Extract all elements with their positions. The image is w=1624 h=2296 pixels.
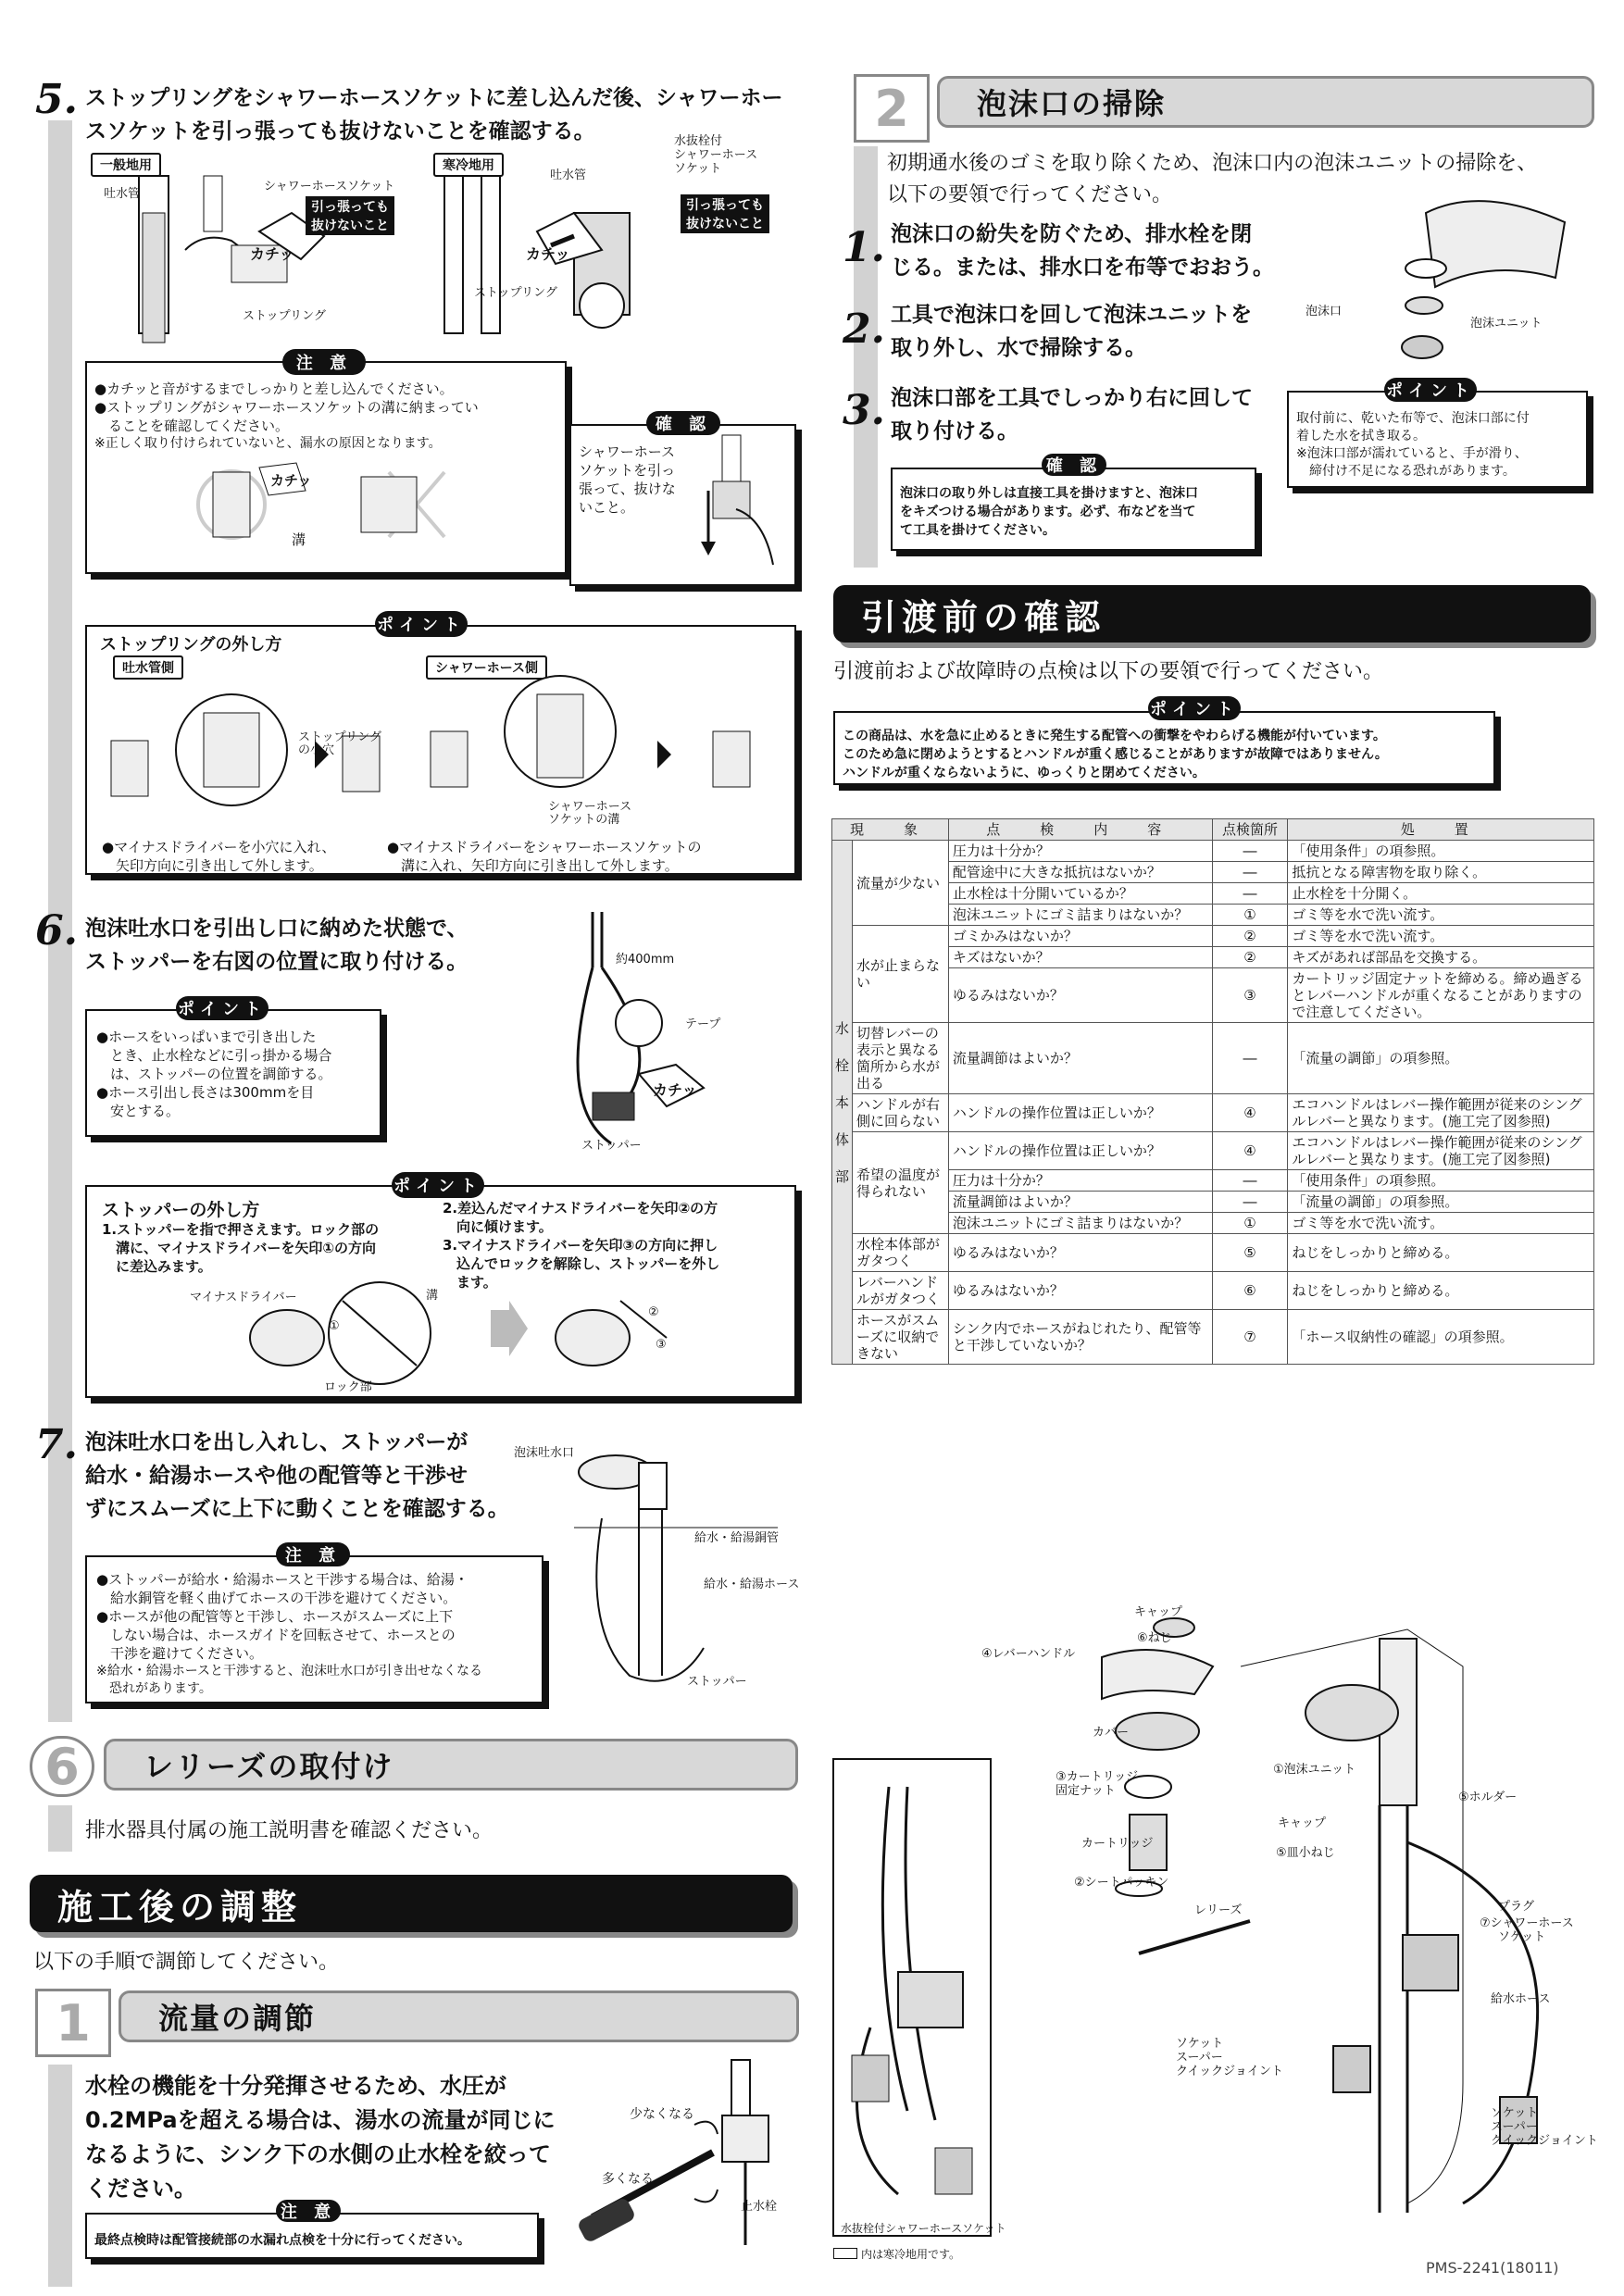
label-stopring-2: ストップリング <box>474 286 557 300</box>
confirm-illustration <box>699 435 792 574</box>
table-check: 圧力は十分か？ <box>948 1170 1212 1192</box>
table-row <box>832 1310 1594 1365</box>
table-row <box>832 1234 1594 1272</box>
confirm-title-sec2: 確 認 <box>1042 454 1106 476</box>
part-hose-socket: ⑦シャワーホース ソケット <box>1480 1916 1574 1944</box>
table-check: 止水栓は十分開いているか？ <box>948 883 1212 905</box>
table-action: ねじをしっかりと締める。 <box>1288 1234 1594 1272</box>
table-action: 「流量の調節」の項参照。 <box>1288 1023 1594 1094</box>
table-check: 流量調節はよいか？ <box>948 1023 1212 1094</box>
table-check: 流量調節はよいか？ <box>948 1192 1212 1213</box>
step-6-number: 6. <box>35 907 78 955</box>
table-place: ― <box>1212 883 1288 905</box>
label-stopper: ストッパー <box>581 1139 642 1153</box>
part-seat: ②シートパッキン <box>1074 1876 1169 1890</box>
part-dish-screw: ⑤皿小ねじ <box>1276 1846 1335 1860</box>
table-action: ゴミ等を水で洗い流す。 <box>1288 926 1594 947</box>
caution-title: 注 意 <box>282 349 366 375</box>
point-stopper-step23: 2.差込んだマイナスドライバーを矢印②の方 向に傾けます。 3.マイナスドライバーを矢印③の方向に押し 込んでロックを解除し、ストッパーを外し ます。 <box>443 1200 720 1291</box>
confirm-text-sec2: 泡沫口の取り外しは直接工具を掛けますと、泡沫口 をキズつける場合があります。必ず、布などを当て て工具を掛けてください。 <box>900 486 1198 538</box>
table-category: 水 栓 本 体 部 <box>832 841 853 1365</box>
sec1-title: 流量の調節 <box>119 1990 799 2042</box>
sec2-title: 泡沫口の掃除 <box>937 76 1594 128</box>
table-check: ハンドルの操作位置は正しいか？ <box>948 1132 1212 1170</box>
point-text-handover: この商品は、水を急に止めるときに発生する配管への衝撃をやわらげる機能が付いています。 このため急に閉めようとするとハンドルが重く感じることがありますが故障ではありません。 ハンドルが重くならないように、ゆっくりと閉めてください。 <box>843 729 1388 780</box>
label-socket: シャワーホースソケット <box>264 180 395 193</box>
table-place: ― <box>1212 841 1288 862</box>
part-supply-hose: 給水ホース <box>1491 1992 1551 2006</box>
inspection-table <box>831 818 1594 1365</box>
table-phenomenon: ハンドルが右側に回らない <box>852 1094 948 1132</box>
caution-text: ●カチッと音がするまでしっかりと差し込んでください。 ●ストップリングがシャワーホースソケットの溝に納まってい ることを確認してください。 ※正しく取り付けられていないと、漏水の原因となります。 <box>94 381 479 451</box>
table-place: ― <box>1212 1192 1288 1213</box>
point-stopper-step1: 1.ストッパーを指で押さえます。ロック部の 溝に、マイナスドライバーを矢印①の方向 に差込みます。 <box>102 1221 380 1275</box>
part-cap: キャップ <box>1134 1605 1183 1619</box>
after-title: 施工後の調整 <box>30 1875 793 1932</box>
point-stopring-title: ポイント <box>375 611 468 637</box>
tag-spout-side: 吐水管側 <box>113 655 183 680</box>
table-place: ② <box>1212 926 1288 947</box>
sec6-number: 6 <box>30 1736 94 1797</box>
table-action: エコハンドルはレバー操作範囲が従来のシングルレバーと異なります。(施工完了図参照) <box>1288 1132 1594 1170</box>
table-action: 抵抗となる障害物を取り除く。 <box>1288 862 1594 883</box>
table-phenomenon: 水が止まらない <box>852 926 948 1023</box>
label-pull-2: 抜けないこと <box>306 215 394 235</box>
sec2-step2-number: 2. <box>843 306 885 353</box>
confirm-title: 確 認 <box>646 411 720 435</box>
label-click-2: カチッ <box>526 245 570 263</box>
part-holder: ⑤ホルダー <box>1458 1791 1518 1804</box>
table-action: ゴミ等を水で洗い流す。 <box>1288 905 1594 926</box>
table-place: ① <box>1212 1213 1288 1234</box>
table-action: 「使用条件」の項参照。 <box>1288 1170 1594 1192</box>
table-header-action: 処 置 <box>1288 819 1594 841</box>
table-place: ⑦ <box>1212 1310 1288 1365</box>
table-row <box>832 1272 1594 1310</box>
point-text-sec2: 取付前に、乾いた布等で、泡沫口部に付 着した水を拭き取る。 ※泡沫口部が濡れていると、手が滑り、 締付け不足になる恐れがあります。 <box>1296 411 1530 479</box>
point-text-step6: ●ホースをいっぱいまで引き出した とき、止水栓などに引っ掛かる場合 は、ストッパーの位置を調節する。 ●ホース引出し長さは300mmを目 安とする。 <box>96 1029 332 1119</box>
label-click-3: カチッ <box>270 472 312 489</box>
table-place: ⑤ <box>1212 1234 1288 1272</box>
table-check: ゴミかみはないか？ <box>948 926 1212 947</box>
table-action: カートリッジ固定ナットを締める。締め過ぎるとレバーハンドルが重くなることがありますので注意してください。 <box>1288 968 1594 1023</box>
table-check: ハンドルの操作位置は正しいか？ <box>948 1094 1212 1132</box>
table-header-place: 点検箇所 <box>1212 819 1288 841</box>
label-less: 少なくなる <box>630 2107 694 2122</box>
table-place: ④ <box>1212 1094 1288 1132</box>
label-copper-pipe: 給水・給湯銅管 <box>694 1531 780 1545</box>
table-header-phenomenon: 現 象 <box>832 819 949 841</box>
part-inset-label: 水抜栓付シャワーホースソケット <box>841 2222 1006 2235</box>
table-check: キズはないか？ <box>948 947 1212 968</box>
caution-illustration <box>194 463 472 555</box>
label-arrow-3: ③ <box>656 1338 667 1352</box>
table-place: ① <box>1212 905 1288 926</box>
table-row <box>832 1094 1594 1132</box>
handover-intro: 引渡前および故障時の点検は以下の要領で行ってください。 <box>833 660 1384 683</box>
footer-code: PMS-2241(18011) <box>1426 2259 1559 2277</box>
label-click-step6: カチッ <box>653 1081 697 1099</box>
sec2-step2-text: 工具で泡沫口を回して泡沫ユニットを 取り外し、水で掃除する。 <box>891 303 1253 360</box>
table-check: ゆるみはないか？ <box>948 968 1212 1023</box>
label-hole: ストップリング の小穴 <box>298 730 381 757</box>
point-stopring-desc-1: ●マイナスドライバーを小穴に入れ、 矢印方向に引き出して外します。 <box>102 839 336 874</box>
sec1-number: 1 <box>35 1989 111 2057</box>
after-intro: 以下の手順で調節してください。 <box>33 1951 340 1974</box>
table-phenomenon: レバーハンドルがガタつく <box>852 1272 948 1310</box>
label-foam-unit: 泡沫ユニット <box>1470 317 1543 331</box>
step-6-text: 泡沫吐水口を引出し口に納めた状態で、 ストッパーを右図の位置に取り付ける。 <box>85 917 468 974</box>
point-stopring-desc-2: ●マイナスドライバーをシャワーホースソケットの 溝に入れ、矢印方向に引き出して外します。 <box>387 839 702 874</box>
point-stopring-illustration <box>102 685 787 833</box>
point-stopring-heading: ストップリングの外し方 <box>100 635 282 655</box>
label-tape: テープ <box>685 1017 721 1031</box>
step-7-number: 7. <box>35 1421 78 1468</box>
step-5-number: 5. <box>35 76 78 123</box>
sec2-illustration <box>1333 185 1593 370</box>
label-driver: マイナスドライバー <box>190 1291 297 1304</box>
caution-text-step7: ●ストッパーが給水・給湯ホースと干渉する場合は、給湯・ 給水銅管を軽く曲げてホースの干渉を避けてください。 ●ホースが他の配管等と干渉し、ホースがスムーズに上下 しない場合は、ホースガイドを回転させて、ホースとの 干渉を避けてください。 ※給水・給湯ホースと干渉すると、泡沫吐水口が引き出せなくなる 恐れがあります。 <box>96 1571 483 1696</box>
point-stopper-heading: ストッパーの外し方 <box>102 1200 260 1220</box>
table-row <box>832 841 1594 862</box>
table-place: ― <box>1212 862 1288 883</box>
sec2-step3-number: 3. <box>843 387 885 434</box>
table-check: 泡沫ユニットにゴミ詰まりはないか？ <box>948 905 1212 926</box>
caution-title-sec1: 注 意 <box>276 2200 341 2222</box>
table-action: 「ホース収納性の確認」の項参照。 <box>1288 1310 1594 1365</box>
label-stopper-7: ストッパー <box>687 1675 747 1689</box>
part-socket-2: ソケット スーパー クイックジョイント <box>1491 2106 1598 2148</box>
label-more: 多くなる <box>602 2172 654 2187</box>
label-spout-2: 吐水管 <box>550 168 587 182</box>
sec1-valve-illustration <box>574 2060 796 2273</box>
label-spout: 吐水管 <box>104 187 141 201</box>
part-socket-1: ソケット スーパー クイックジョイント <box>1176 2037 1283 2078</box>
table-check: 配管途中に大きな抵抗はないか？ <box>948 862 1212 883</box>
part-plug: プラグ <box>1498 1900 1535 1914</box>
table-check: 泡沫ユニットにゴミ詰まりはないか？ <box>948 1213 1212 1234</box>
caution-text-sec1: 最終点検時は配管接続部の水漏れ点検を十分に行ってください。 <box>94 2233 470 2248</box>
table-action: 「使用条件」の項参照。 <box>1288 841 1594 862</box>
label-pull: 引っ張っても <box>306 196 394 217</box>
label-foam-mouth: 泡沫口 <box>1305 305 1343 318</box>
label-groove: 溝 <box>292 531 306 548</box>
part-cap-2: キャップ <box>1278 1816 1327 1830</box>
part-release: レリーズ <box>1194 1903 1243 1917</box>
handover-title: 引渡前の確認 <box>833 585 1591 643</box>
point-title-sec2: ポイント <box>1384 378 1477 402</box>
table-action: 止水栓を十分開く。 <box>1288 883 1594 905</box>
table-check: シンク内でホースがねじれたり、配管等と干渉していないか？ <box>948 1310 1212 1365</box>
table-place: ② <box>1212 947 1288 968</box>
table-phenomenon: 水栓本体部がガタつく <box>852 1234 948 1272</box>
point-stopper-illustration <box>231 1282 694 1389</box>
step6-illustration <box>546 912 731 1153</box>
table-action: 「流量の調節」の項参照。 <box>1288 1192 1594 1213</box>
sec6-text: 排水器具付属の施工説明書を確認ください。 <box>85 1819 493 1842</box>
point-stopper-title: ポイント <box>392 1172 484 1198</box>
label-hose-groove: シャワーホース ソケットの溝 <box>548 800 632 827</box>
label-pull-b-2: 抜けないこと <box>681 213 769 233</box>
table-action: ゴミ等を水で洗い流す。 <box>1288 1213 1594 1234</box>
sec2-intro: 初期通水後のゴミを取り除くため、泡沫口内の泡沫ユニットの掃除を、 以下の要領で行ってください。 <box>887 152 1538 206</box>
label-arrow-2: ② <box>648 1305 659 1319</box>
label-pull-b: 引っ張っても <box>681 194 769 215</box>
part-lever: ④レバーハンドル <box>981 1647 1076 1661</box>
confirm-text: シャワーホース ソケットを引っ 張って、抜けな いこと。 <box>579 443 676 516</box>
table-place: ⑥ <box>1212 1272 1288 1310</box>
table-phenomenon: 流量が少ない <box>852 841 948 926</box>
legend-text: 内は寒冷地用です。 <box>861 2248 961 2261</box>
sec1-text: 水栓の機能を十分発揮させるため、水圧が 0.2MPaを超える場合は、湯水の流量が同じに なるように、シンク下の水側の止水栓を絞って ください。 <box>85 2073 556 2202</box>
part-cover: カバー <box>1093 1726 1130 1740</box>
sec2-step3-text: 泡沫口部を工具でしっかり右に回して 取り付ける。 <box>891 386 1253 443</box>
sec2-number: 2 <box>854 74 930 143</box>
part-nut: ③カートリッジ 固定ナット <box>1056 1770 1139 1798</box>
label-supply-hose: 給水・給湯ホース <box>704 1578 800 1591</box>
table-place: ④ <box>1212 1132 1288 1170</box>
table-place: ― <box>1212 1023 1288 1094</box>
parts-diagram <box>833 1602 1593 2250</box>
step-5-text: ストップリングをシャワーホースソケットに差し込んだ後、シャワーホー スソケットを引っ張っても抜けないことを確認する。 <box>85 86 783 144</box>
point-title-handover: ポイント <box>1148 696 1241 720</box>
table-check: 圧力は十分か？ <box>948 841 1212 862</box>
label-lock: ロック部 <box>324 1380 372 1394</box>
table-row <box>832 926 1594 947</box>
part-foam-unit: ①泡沫ユニット <box>1273 1763 1356 1777</box>
table-action: ねじをしっかりと締める。 <box>1288 1272 1594 1310</box>
label-drain-socket: 水抜栓付 シャワーホース ソケット <box>674 134 758 176</box>
table-check: ゆるみはないか？ <box>948 1234 1212 1272</box>
table-row <box>832 1023 1594 1094</box>
table-action: キズがあれば部品を交換する。 <box>1288 947 1594 968</box>
label-400mm: 約400mm <box>616 953 675 967</box>
step-7-text: 泡沫吐水口を出し入れし、ストッパーが 給水・給湯ホースや他の配管等と干渉せ ずにスムーズに上下に動くことを確認する。 <box>85 1430 509 1521</box>
label-stopring: ストップリング <box>243 309 326 323</box>
part-screw: ⑥ねじ <box>1137 1631 1172 1645</box>
step5-illustration <box>93 157 796 352</box>
label-click: カチッ <box>250 245 294 263</box>
table-place: ― <box>1212 1170 1288 1192</box>
table-header-check: 点 検 内 容 <box>948 819 1212 841</box>
part-cartridge: カートリッジ <box>1081 1837 1154 1851</box>
sec2-step1-number: 1. <box>843 224 885 271</box>
tag-general: 一般地用 <box>91 153 161 177</box>
table-phenomenon: 希望の温度が得られない <box>852 1132 948 1234</box>
label-arrow-1: ① <box>329 1319 340 1333</box>
legend-swatch <box>833 2248 857 2259</box>
table-check: ゆるみはないか？ <box>948 1272 1212 1310</box>
tag-cold: 寒冷地用 <box>433 153 504 177</box>
sec2-step1-text: 泡沫口の紛失を防ぐため、排水栓を閉 じる。または、排水口を布等でおおう。 <box>891 222 1274 280</box>
caution-title-step7: 注 意 <box>276 1542 350 1566</box>
label-valve: 止水栓 <box>741 2200 778 2214</box>
table-phenomenon: ホースがスムーズに収納できない <box>852 1310 948 1365</box>
sec6-title: レリーズの取付け <box>104 1739 798 1791</box>
label-stopper-groove: 溝 <box>426 1289 439 1303</box>
table-place: ③ <box>1212 968 1288 1023</box>
label-foam-spout: 泡沫吐水口 <box>514 1446 575 1460</box>
table-phenomenon: 切替レバーの表示と異なる箇所から水が出る <box>852 1023 948 1094</box>
tag-hose-side: シャワーホース側 <box>426 655 547 680</box>
table-action: エコハンドルはレバー操作範囲が従来のシングルレバーと異なります。(施工完了図参照) <box>1288 1094 1594 1132</box>
point-title-step6: ポイント <box>176 996 269 1020</box>
table-row <box>832 1132 1594 1170</box>
